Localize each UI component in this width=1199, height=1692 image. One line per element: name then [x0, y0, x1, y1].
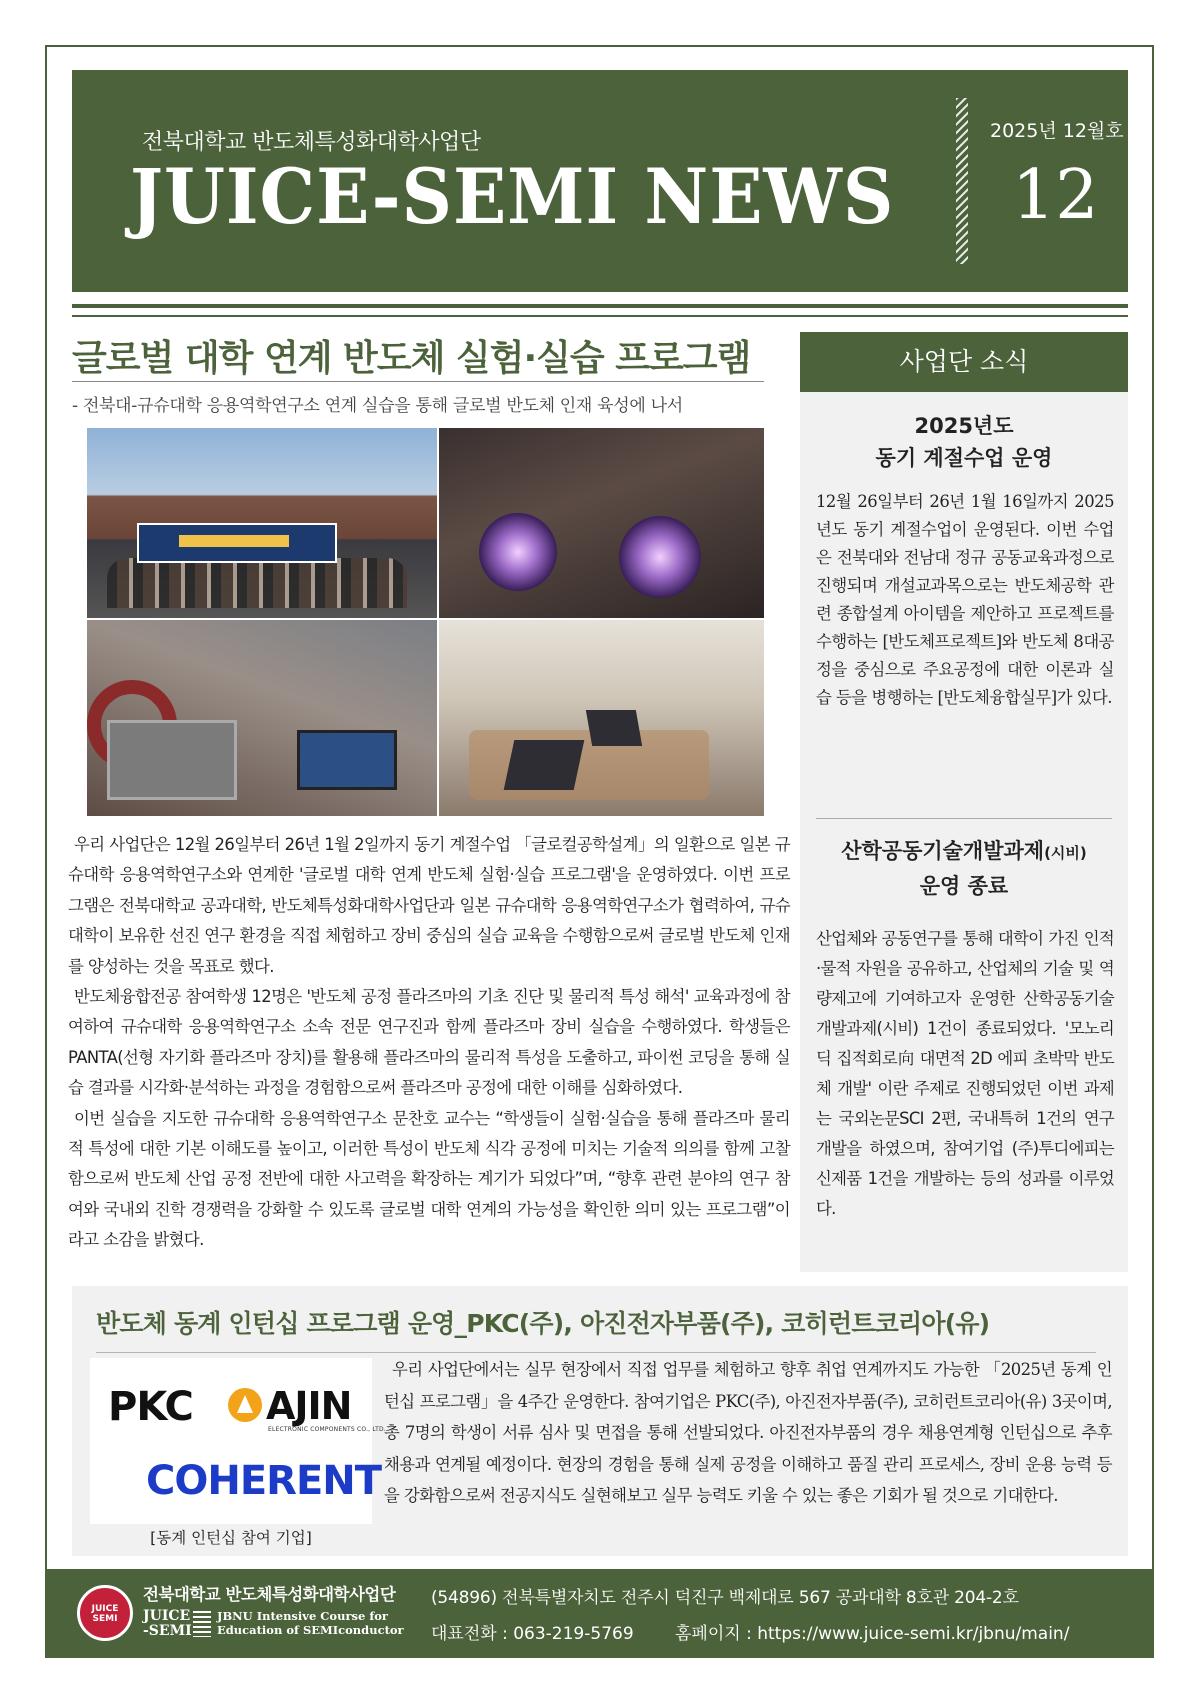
footer-address: (54896) 전북특별자치도 전주시 덕진구 백제대로 567 공과대학 8호관 204-2호 — [431, 1588, 1019, 1608]
plasma-globe-right — [619, 516, 701, 598]
header-rule-thick — [72, 304, 1128, 308]
masthead — [72, 70, 1128, 292]
footer-org-name: 전북대학교 반도체특성화대학사업단 — [143, 1585, 396, 1604]
sidebar-item2-title-small: (시비) — [1044, 844, 1087, 862]
photo-lab-equipment — [87, 620, 437, 816]
footer-logo-bars — [193, 1611, 211, 1637]
sidebar-item2-title-line2: 운영 종료 — [919, 874, 1009, 898]
photo-collage — [87, 428, 764, 816]
masthead-subtitle: 전북대학교 반도체특성화대학사업단 — [142, 130, 481, 155]
masthead-title: JUICE-SEMI NEWS — [130, 152, 895, 241]
footer-english-name: JBNU Intensive Course for Education of SEMIconductor — [217, 1609, 404, 1637]
ajin-logo: AJIN — [266, 1384, 352, 1428]
ajin-logo-subtitle: ELECTRONIC COMPONENTS CO., LTD. — [268, 1426, 386, 1433]
internship-section — [72, 1286, 1128, 1556]
footer-homepage[interactable]: 홈페이지 : https://www.juice-semi.kr/jbnu/main/ — [675, 1624, 1070, 1644]
laptop-shape — [586, 710, 642, 746]
sidebar-header: 사업단 소식 — [800, 332, 1128, 392]
equipment-box-shape — [107, 720, 237, 800]
internship-paragraph: 우리 사업단에서는 실무 현장에서 직접 업무를 체험하고 향후 취업 연계까지도 가능한 「2025년 동계 인턴십 프로그램」을 4주간 운영한다. 참여기업은 PKC(주), 아진전자부품(주), 코히런트코리아(유) 3곳이며, 총 7명의 학생이 서류 심사 및 면접을 통해 선발되었다. 아진전자부품의 경우 채용연계형 인턴십으로 추후 채용과 연계될 예정이다. 현장의 경험을 통해 실제 공정을 이해하고 품질 관리 프로세스, 장비 운용 능력 등을 강화함으로써 전공지식도 실현해보고 실무 능력도 키울 수 있는 좋은 기회가 될 것으로 기대한다. — [384, 1360, 1112, 1505]
main-article-subtitle: - 전북대-규슈대학 응용역학연구소 연계 실습을 통해 글로벌 반도체 인재 육성에 나서 — [72, 396, 683, 416]
main-article-title-rule — [72, 381, 764, 382]
sidebar-item1-body: 12월 26일부터 26년 1월 16일까지 2025년도 동기 계절수업이 운영된다. 이번 수업은 전북대와 전남대 정규 공동교육과정으로 진행되며 개설교과목으로는 반도체공학 관련 종합설계 아이템을 제안하고 프로젝트를 수행하는 [반도체프로젝트]와 반도체 8대공정을 중심으로 주요공정에 대한 이론과 실습 등을 병행하는 [반도체융합실무]가 있다. — [816, 492, 1114, 707]
footer-phone: 대표전화 : 063-219-5769 — [431, 1624, 634, 1644]
photo-plasma-globes — [439, 428, 764, 618]
laptop-shape — [504, 740, 585, 790]
pkc-logo: PKC — [108, 1384, 193, 1430]
equipment-monitor-shape — [297, 730, 397, 790]
sidebar-item2-title-line1: 산학공동기술개발과제 — [841, 839, 1045, 863]
main-article-body — [68, 830, 790, 1256]
internship-body — [384, 1354, 1112, 1512]
issue-label: 2025년 12월호 — [990, 120, 1124, 142]
masthead-separator — [956, 98, 968, 264]
footer — [45, 1569, 1154, 1658]
footer-juice-mark: JUICE -SEMI — [143, 1608, 192, 1639]
sidebar-item1-title-line1: 2025년도 — [914, 414, 1014, 438]
plasma-globe-left — [479, 513, 557, 591]
issue-number: 12 — [1012, 156, 1099, 235]
header-rule-thin — [72, 315, 1128, 317]
main-article-paragraph: 반도체융합전공 참여학생 12명은 '반도체 공정 플라즈마의 기초 진단 및 물리적 특성 해석' 교육과정에 참여하여 규슈대학 응용역학연구소 소속 전문 연구진과 함께 플라즈마 장비 실습을 수행하였다. 학생들은 PANTA(선형 자기화 플라즈마 장치)를 활용해 플라즈마의 물리적 특성을 도출하고, 파이썬 코딩을 통해 실습 결과를 시각화·분석하는 과정을 경험함으로써 플라즈마 공정에 대한 이해를 심화하였다. — [68, 987, 790, 1098]
logos-caption: [동계 인턴십 참여 기업] — [150, 1529, 312, 1547]
internship-title-rule — [96, 1352, 1096, 1353]
ajin-logo-icon — [228, 1388, 262, 1422]
photo-crowd-shape — [107, 558, 407, 608]
coherent-logo: COHERENT — [146, 1458, 382, 1504]
main-article-paragraph: 이번 실습을 지도한 규슈대학 응용역학연구소 문찬호 교수는 “학생들이 실험·실습을 통해 플라즈마 물리적 특성에 대한 기본 이해도를 높이고, 이러한 특성이 반도체 식각 공정에 미치는 기술적 의의를 함께 고찰함으로써 반도체 산업 공정 전반에 대한 사고력을 확장하는 계기가 되었다”며, “향후 관련 분야의 연구 참여와 국내외 진학 경쟁력을 강화할 수 있도록 글로벌 대학 연계의 가능성을 확인한 의미 있는 프로그램”이라고 소감을 밝혔다. — [68, 1108, 790, 1250]
company-logos — [90, 1358, 386, 1524]
photo-banner-shape — [137, 523, 337, 563]
news-sidebar — [800, 332, 1128, 1272]
internship-title: 반도체 동계 인턴십 프로그램 운영_PKC(주), 아진전자부품(주), 코히런트코리아(유) — [96, 1309, 990, 1338]
sidebar-item2-body: 산업체와 공동연구를 통해 대학이 가진 인적·물적 자원을 공유하고, 산업체의 기술 및 역량제고에 기여하고자 운영한 산학공동기술개발과제(시비) 1건이 종료되었다. '모노리딕 집적회로向 대면적 2D 에피 초박막 반도체 개발' 이란 주제로 진행되었던 이번 과제는 국외논문SCI 2편, 국내특허 1건의 연구개발을 하였으며, 참여기업 (주)투디에피는 신제품 1건을 개발하는 등의 성과를 이루었다. — [816, 929, 1114, 1218]
sidebar-item1-title — [800, 410, 1128, 474]
main-article-paragraph: 우리 사업단은 12월 26일부터 26년 1월 2일까지 동기 계절수업 「글로컬공학설계」의 일환으로 일본 규슈대학 응용역학연구소와 연계한 '글로벌 대학 연계 반도체 실험·실습 프로그램'을 운영하였다. 이번 프로그램은 전북대학교 공과대학, 반도체특성화대학사업단과 일본 규슈대학 응용역학연구소가 협력하여, 규슈대학이 보유한 선진 연구 환경을 직접 체험하고 장비 중심의 실습 교육을 수행함으로써 글로벌 반도체 인재를 양성하는 것을 목표로 했다. — [68, 835, 790, 976]
sidebar-item2-title — [800, 835, 1128, 903]
photo-coding-session — [439, 620, 764, 816]
main-article-title: 글로벌 대학 연계 반도체 실험·실습 프로그램 — [72, 338, 751, 379]
emblem-text: JUICE SEMI — [91, 1604, 119, 1624]
university-emblem-icon — [77, 1585, 133, 1641]
photo-group-banner — [87, 428, 437, 618]
sidebar-divider — [816, 818, 1112, 819]
sidebar-item1-title-line2: 동기 계절수업 운영 — [875, 446, 1053, 470]
